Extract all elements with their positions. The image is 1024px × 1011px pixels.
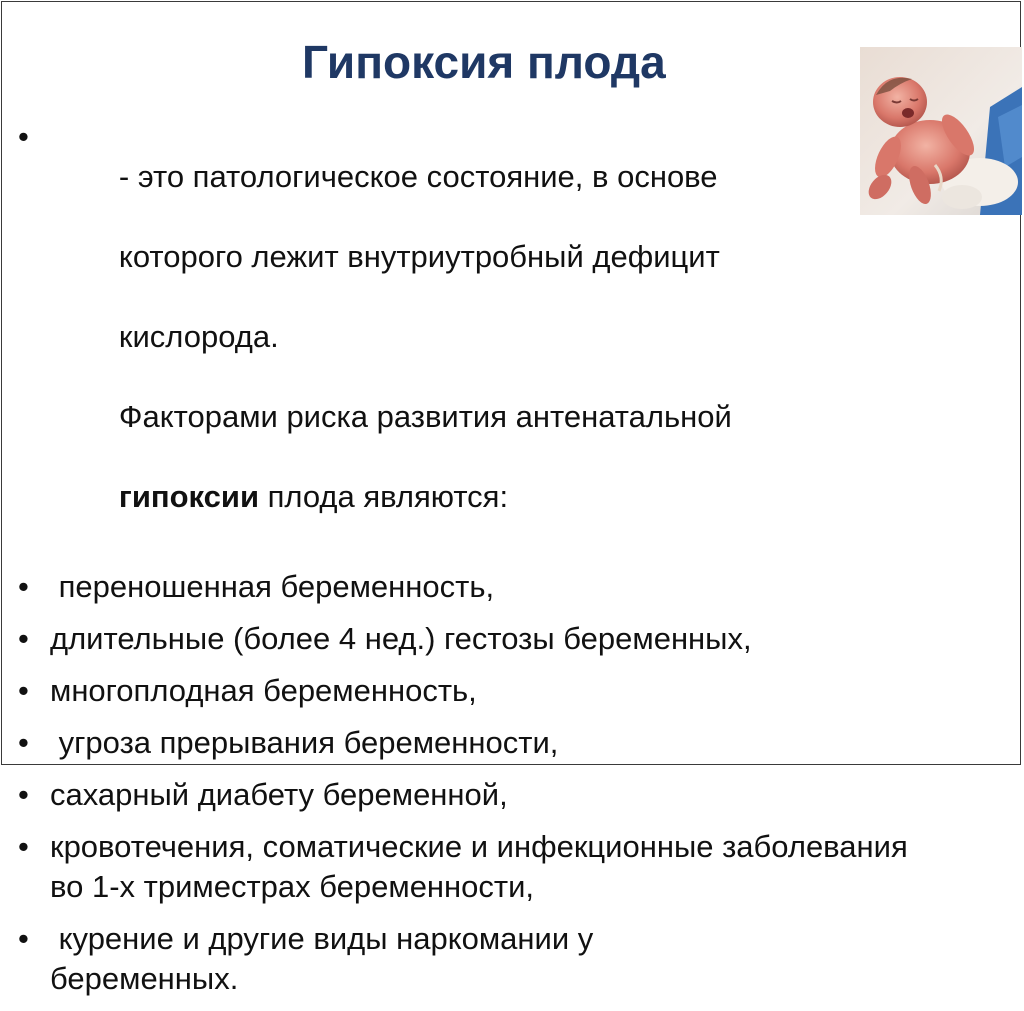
- list-item: [18, 619, 1008, 659]
- bullet-marker: •: [18, 673, 29, 708]
- list-item: [18, 567, 1008, 607]
- bullet-marker: •: [18, 921, 29, 956]
- bullet-marker: •: [18, 621, 29, 656]
- bullet-marker: •: [18, 777, 29, 812]
- definition-line: - это патологическое состояние, в основе: [118, 159, 718, 194]
- list-item-text: сахарный диабету беременной,: [50, 777, 508, 812]
- hypoxia-bold-word: гипоксии: [118, 479, 259, 514]
- list-item: [18, 117, 1008, 557]
- list-item-text: кровотечения, соматические и инфекционные заболевания во 1-х триместрах беременности,: [50, 829, 917, 904]
- risk-factors-line: плода являются:: [259, 479, 509, 514]
- bullet-marker: •: [18, 829, 29, 864]
- slide: [1, 1, 1021, 996]
- list-item-text: переношенная беременность,: [50, 569, 495, 604]
- list-item: [18, 671, 1008, 711]
- bullet-marker: •: [18, 725, 29, 760]
- definition-text: [50, 117, 830, 557]
- list-item-text: курение и другие виды наркомании у беременных.: [50, 921, 602, 996]
- slide-title: Гипоксия плода: [302, 36, 666, 88]
- list-item: [18, 827, 930, 907]
- list-item-text: длительные (более 4 нед.) гестозы беременных,: [50, 621, 752, 656]
- list-item: [18, 919, 790, 999]
- definition-line: которого лежит внутриутробный дефицит: [118, 239, 720, 274]
- bullet-marker: •: [18, 569, 29, 604]
- list-item-text: многоплодная беременность,: [50, 673, 477, 708]
- list-item: [18, 775, 1008, 815]
- list-item-text: угроза прерывания беременности,: [50, 725, 559, 760]
- risk-factors-line: Факторами риска развития антенатальной: [118, 399, 732, 434]
- bullet-list: [18, 117, 1008, 1011]
- list-item: [18, 723, 1008, 763]
- definition-line: кислорода.: [118, 319, 279, 354]
- bullet-marker: •: [18, 119, 29, 154]
